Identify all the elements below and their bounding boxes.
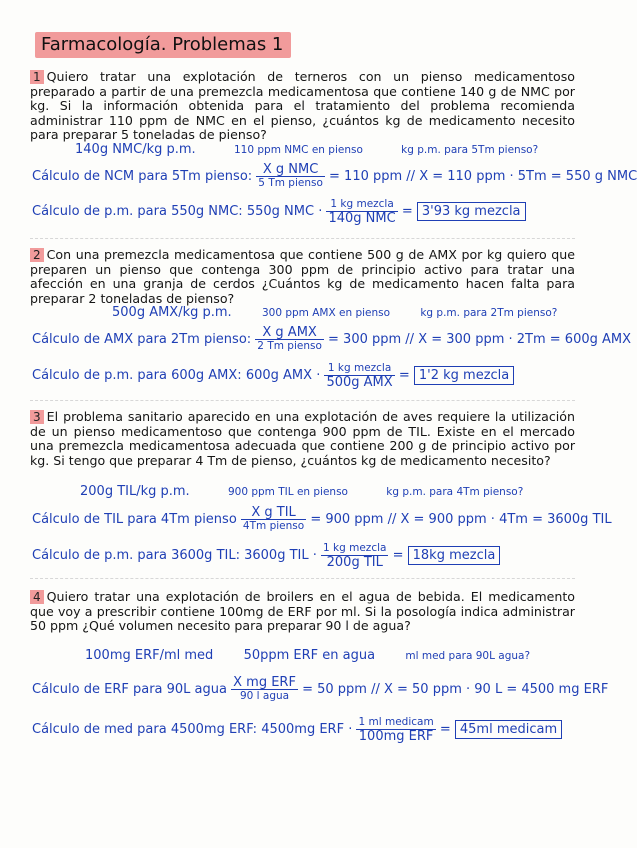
fraction: $\frac{\text{1 kg mezcla}}{\text{200g TIL}}$ — [323, 542, 387, 570]
answer-box: 18kg mezcla — [408, 546, 501, 565]
calc-label: Cálculo de AMX para 2Tm pienso: — [32, 332, 252, 347]
calc-step-1 — [32, 163, 637, 190]
answer-box: 45ml medicam — [455, 720, 562, 739]
data-question: kg p.m. para 5Tm pienso? — [401, 144, 539, 156]
fraction: $\frac{\text{X mg ERF}}{\text{90 l agua}}$ — [233, 675, 296, 702]
data-question: ml med para 90L agua? — [405, 650, 531, 662]
given-data — [85, 648, 530, 663]
divider — [30, 400, 575, 401]
calc-label: Cálculo de med para 4500mg ERF: — [32, 722, 258, 737]
calc-result: = 300 ppm // X = 300 ppm · 2Tm = 600g AMX — [328, 332, 632, 347]
answer-box: 1'2 kg mezcla — [414, 366, 514, 385]
calc-result: = 50 ppm // X = 50 ppm · 90 L = 4500 mg ERF — [302, 682, 609, 697]
data-concentration: 100mg ERF/ml med — [85, 648, 214, 663]
given-data — [112, 305, 557, 320]
page-title: Farmacología. Problemas 1 — [35, 32, 291, 58]
calc-step-2: Cálculo de p.m. para 600g AMX: 600g AMX · $\frac{\text{1 kg mezcla}}{\text{500g AMX}}$ = 1'2 kg mezcla — [32, 362, 514, 389]
calc-step-2: Cálculo de med para 4500mg ERF: 4500mg ERF · $\frac{\text{1 ml medicam}}{\text{100mg ERF}}$ = 45ml medicam — [32, 716, 562, 743]
problem-3 — [30, 410, 575, 468]
calc-label: Cálculo de NCM para 5Tm pienso: — [32, 169, 253, 184]
calc-step-2: Cálculo de p.m. para 550g NMC: 550g NMC · $\frac{\text{1 kg mezcla}}{\text{140g NMC}}$ = 3'93 kg mezcla — [32, 198, 526, 225]
problem-statement: 2 Con una premezcla medicamentosa que contiene 500 g de AMX por kg quiero que preparen un pienso que contenga 300 ppm de principio activo para tratar una afección en una granja de cerdos ¿Cuántos kg de medicamento hacen falta para preparar 2 toneladas de pienso? — [30, 247, 575, 306]
divider — [30, 578, 575, 579]
given-data — [75, 142, 538, 157]
calc-result: = 900 ppm // X = 900 ppm · 4Tm = 3600g TIL — [310, 512, 612, 527]
data-dose: 110 ppm NMC en pienso — [233, 144, 363, 156]
problem-number: 2 — [30, 248, 44, 262]
calc-label: Cálculo de ERF para 90L agua — [32, 682, 227, 697]
problem-statement: 1 Quiero tratar una explotación de terneros con un pienso medicamentoso preparado a partir de una premezcla medicamentosa que contiene 140 g de NMC por kg. Si la información obtenida para el tratamiento del problema recomienda administrar 110 ppm de NMC en el pienso, ¿cuántos kg de medicamento necesito para preparar 5 toneladas de pienso? — [30, 69, 575, 142]
calc-step-1 — [32, 506, 612, 533]
problem-number: 4 — [30, 590, 44, 604]
calc-result: = 110 ppm // X = 110 ppm · 5Tm = 550 g NMC — [329, 169, 637, 184]
calc-step-2: Cálculo de p.m. para 3600g TIL: 3600g TIL · $\frac{\text{1 kg mezcla}}{\text{200g TIL}}$ = 18kg mezcla — [32, 542, 500, 569]
fraction: $\frac{\text{1 kg mezcla}}{\text{500g AMX}}$ — [326, 362, 393, 390]
fraction: $\frac{\text{X g AMX}}{\text{2 Tm pienso}}$ — [257, 325, 322, 352]
data-dose: 300 ppm AMX en pienso — [261, 307, 391, 319]
problem-4 — [30, 590, 575, 634]
problem-1 — [30, 70, 575, 143]
problem-number: 1 — [30, 70, 44, 84]
fraction: $\frac{\text{1 kg mezcla}}{\text{140g NMC}}$ — [328, 198, 396, 226]
data-concentration: 200g TIL/kg p.m. — [80, 484, 190, 499]
calc-step-1 — [32, 676, 608, 703]
data-question: kg p.m. para 2Tm pienso? — [420, 307, 558, 319]
fraction: $\frac{\text{1 ml medicam}}{\text{100mg ERF}}$ — [358, 716, 434, 744]
problem-number: 3 — [30, 410, 44, 424]
calc-label: Cálculo de p.m. para 550g NMC: — [32, 204, 243, 219]
problem-statement: 4 Quiero tratar una explotación de broilers en el agua de bebida. El medicamento que voy a prescribir contiene 100mg de ERF por ml. Si la posología indica administrar 50 ppm ¿Qué volumen necesito para preparar 90 l de agua? — [30, 589, 575, 633]
data-concentration: 500g AMX/kg p.m. — [112, 305, 232, 320]
calc-step-1 — [32, 326, 631, 353]
divider — [30, 238, 575, 239]
calc-label: Cálculo de p.m. para 3600g TIL: — [32, 548, 240, 563]
answer-box: 3'93 kg mezcla — [417, 202, 526, 221]
calc-label: Cálculo de p.m. para 600g AMX: — [32, 368, 242, 383]
problem-statement: 3 El problema sanitario aparecido en una explotación de aves requiere la utilización de un pienso medicamentoso que contenga 900 ppm de TIL. Existe en el mercado una premezcla medicamentosa adecuada que contiene 200 g de principio activo por kg. Si tengo que preparar 4 Tm de pienso, ¿cuántos kg de medicamento necesito? — [30, 409, 575, 468]
data-dose: 900 ppm TIL en pienso — [227, 486, 348, 498]
data-dose: 50ppm ERF en agua — [243, 648, 376, 663]
data-question: kg p.m. para 4Tm pienso? — [386, 486, 524, 498]
given-data — [80, 484, 523, 499]
fraction: $\frac{\text{X g TIL}}{\text{4Tm pienso}}$ — [242, 505, 305, 532]
calc-label: Cálculo de TIL para 4Tm pienso — [32, 512, 237, 527]
problem-2 — [30, 248, 575, 306]
data-concentration: 140g NMC/kg p.m. — [75, 142, 196, 157]
fraction: $\frac{\text{X g NMC}}{\text{5 Tm pienso}}$ — [258, 162, 323, 189]
